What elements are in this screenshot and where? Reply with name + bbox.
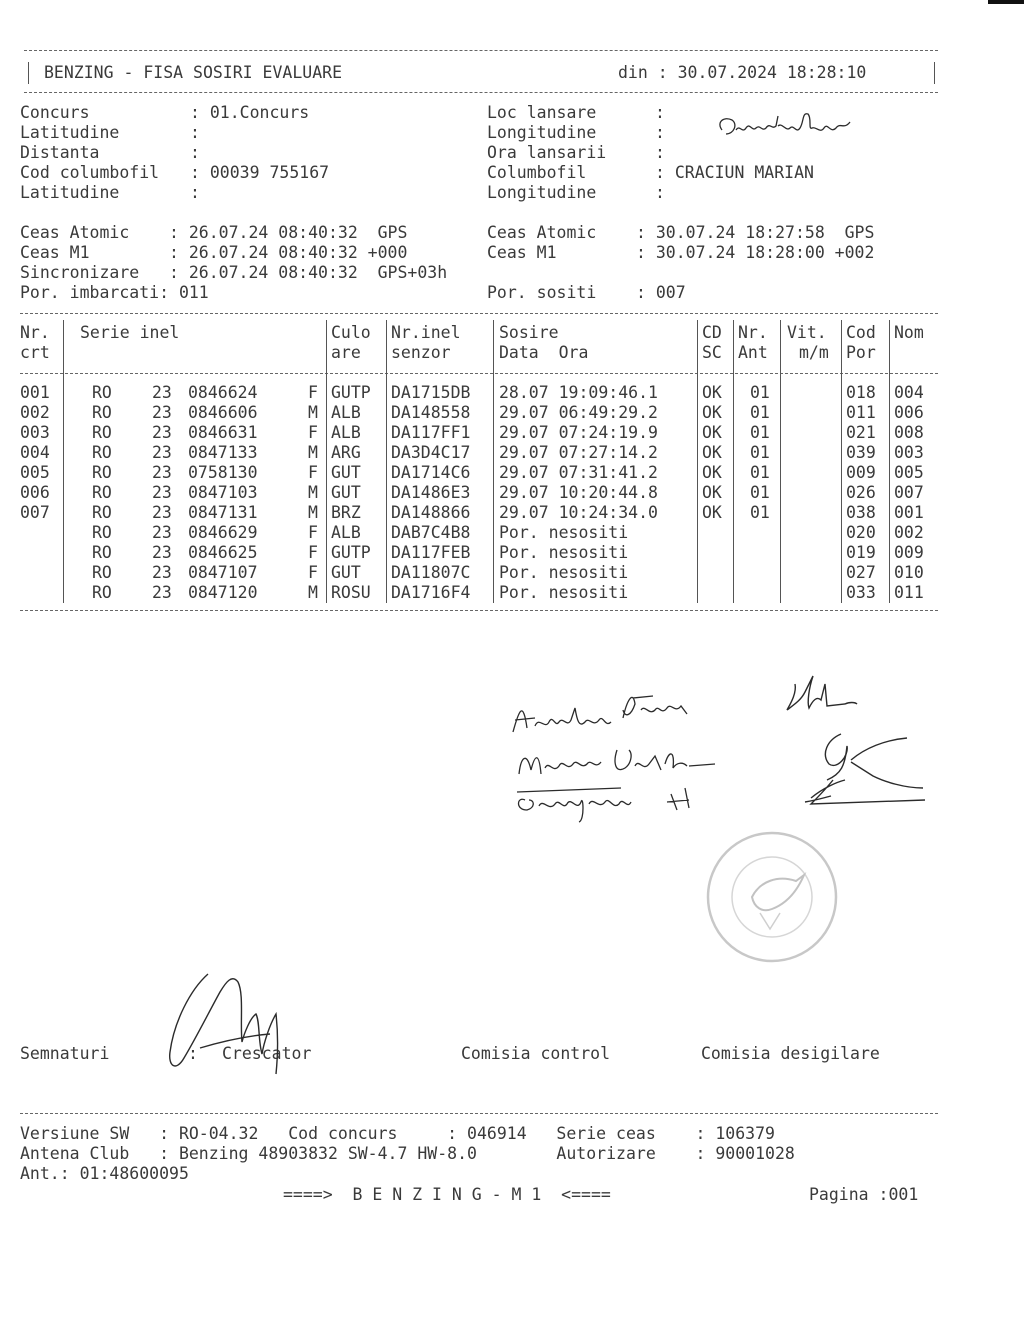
ora-lansarii-label: Ora lansarii	[487, 143, 607, 162]
header-nr-ant: Nr.	[738, 323, 768, 342]
distanta-label: Distanta	[20, 143, 100, 162]
row-year: 23	[152, 423, 172, 442]
clock-line-1-right: Ceas Atomic : 30.07.24 18:27:58 GPS	[487, 223, 875, 242]
row-nom: 011	[894, 583, 924, 602]
longitudine-label: Longitudine	[487, 123, 597, 142]
row-sosire: 29.07 07:31:41.2	[499, 463, 658, 482]
row-ring: 0846606	[188, 403, 258, 422]
concurs-value: : 01.Concurs	[190, 103, 310, 122]
row-sex: F	[308, 463, 318, 482]
footer-line-2: Antena Club : Benzing 48903832 SW-4.7 HW-8.0 Autorizare : 90001028	[20, 1144, 795, 1163]
header-senzor: senzor	[391, 343, 451, 362]
clock-line-2-left: Ceas M1 : 26.07.24 08:40:32 +000	[20, 243, 408, 262]
row-senzor: DA117FEB	[391, 543, 471, 562]
header-culo: Culo	[331, 323, 371, 342]
header-crt: crt	[20, 343, 50, 362]
row-color: GUT	[331, 463, 361, 482]
row-sosire: 28.07 19:09:46.1	[499, 383, 658, 402]
clock-line-4-left: Por. imbarcati: 011	[20, 283, 209, 302]
clock-line-2-right: Ceas M1 : 30.07.24 18:28:00 +002	[487, 243, 875, 262]
row-sex: F	[308, 543, 318, 562]
row-country: RO	[92, 563, 112, 582]
cod-columbofil-value: : 00039 755167	[190, 163, 330, 182]
title-top-border	[24, 50, 938, 51]
clock-line-3-left: Sincronizare : 26.07.24 08:40:32 GPS+03h	[20, 263, 448, 282]
scan-corner-mark	[988, 0, 1024, 4]
header-cd: CD	[702, 323, 722, 342]
row-year: 23	[152, 523, 172, 542]
row-color: BRZ	[331, 503, 361, 522]
report-datetime: din : 30.07.2024 18:28:10	[618, 63, 867, 82]
row-ring: 0758130	[188, 463, 258, 482]
row-ring: 0846631	[188, 423, 258, 442]
club-stamp	[700, 825, 850, 970]
row-nom: 005	[894, 463, 924, 482]
footer-divider	[20, 1113, 938, 1114]
title-right-border	[934, 62, 935, 84]
row-nom: 004	[894, 383, 924, 402]
row-sex: M	[308, 483, 318, 502]
row-nr-ant: 01	[750, 403, 770, 422]
longitudine2-label: Longitudine	[487, 183, 597, 202]
row-year: 23	[152, 503, 172, 522]
concurs-label: Concurs	[20, 103, 90, 122]
row-sosire: Por. nesositi	[499, 543, 629, 562]
row-cod-por: 039	[846, 443, 876, 462]
row-sosire: Por. nesositi	[499, 523, 629, 542]
row-year: 23	[152, 403, 172, 422]
row-color: GUT	[331, 563, 361, 582]
row-ring: 0847103	[188, 483, 258, 502]
col-divider	[889, 320, 890, 603]
row-senzor: DA1716F4	[391, 583, 471, 602]
row-nr: 006	[20, 483, 50, 502]
row-country: RO	[92, 483, 112, 502]
row-sosire: 29.07 07:24:19.9	[499, 423, 658, 442]
row-country: RO	[92, 403, 112, 422]
row-cd-sc: OK	[702, 403, 722, 422]
row-senzor: DA148558	[391, 403, 471, 422]
row-year: 23	[152, 583, 172, 602]
report-title: BENZING - FISA SOSIRI EVALUARE	[44, 63, 343, 82]
row-sex: M	[308, 443, 318, 462]
header-sosire: Sosire	[499, 323, 559, 342]
row-sosire: 29.07 06:49:29.2	[499, 403, 658, 422]
row-nom: 001	[894, 503, 924, 522]
row-nr-ant: 01	[750, 463, 770, 482]
row-nr-ant: 01	[750, 483, 770, 502]
header-are: are	[331, 343, 361, 362]
row-cod-por: 021	[846, 423, 876, 442]
row-year: 23	[152, 563, 172, 582]
row-senzor: DAB7C4B8	[391, 523, 471, 542]
footer-line-1: Versiune SW : RO-04.32 Cod concurs : 046914 Serie ceas : 106379	[20, 1124, 775, 1143]
cod-columbofil-label: Cod columbofil	[20, 163, 160, 182]
row-cod-por: 033	[846, 583, 876, 602]
row-year: 23	[152, 463, 172, 482]
title-left-border	[28, 62, 29, 84]
header-serie-inel: Serie inel	[80, 323, 180, 342]
row-cd-sc: OK	[702, 423, 722, 442]
row-cod-por: 018	[846, 383, 876, 402]
row-color: GUTP	[331, 383, 371, 402]
col-divider	[841, 320, 842, 603]
semnaturi-colon: :	[188, 1044, 198, 1063]
row-sex: F	[308, 383, 318, 402]
row-year: 23	[152, 543, 172, 562]
header-data-ora: Data Ora	[499, 343, 589, 362]
row-nr-ant: 01	[750, 383, 770, 402]
longitudine2-value: :	[655, 183, 665, 202]
row-ring: 0847133	[188, 443, 258, 462]
header-nr: Nr.	[20, 323, 50, 342]
header-sc: SC	[702, 343, 722, 362]
row-senzor: DA148866	[391, 503, 471, 522]
row-nr: 001	[20, 383, 50, 402]
semnaturi-label: Semnaturi	[20, 1044, 110, 1063]
table-header-border	[20, 373, 938, 374]
row-color: ALB	[331, 523, 361, 542]
row-nom: 010	[894, 563, 924, 582]
loc-lansare-label: Loc lansare	[487, 103, 597, 122]
row-color: ROSU	[331, 583, 371, 602]
header-nom: Nom	[894, 323, 924, 342]
row-nr: 003	[20, 423, 50, 442]
row-nom: 007	[894, 483, 924, 502]
row-year: 23	[152, 383, 172, 402]
row-sex: F	[308, 523, 318, 542]
row-color: ARG	[331, 443, 361, 462]
row-nr: 005	[20, 463, 50, 482]
row-nr: 004	[20, 443, 50, 462]
row-country: RO	[92, 523, 112, 542]
header-vit: Vit.	[787, 323, 827, 342]
col-divider	[326, 320, 327, 603]
table-bottom-border	[20, 610, 938, 611]
handwritten-committee-names	[505, 670, 935, 840]
row-cod-por: 026	[846, 483, 876, 502]
header-mm: m/m	[799, 343, 829, 362]
row-country: RO	[92, 463, 112, 482]
row-ring: 0846629	[188, 523, 258, 542]
row-cod-por: 009	[846, 463, 876, 482]
ora-lansarii-value: :	[655, 143, 665, 162]
row-cd-sc: OK	[702, 483, 722, 502]
columbofil-label: Columbofil	[487, 163, 587, 182]
latitudine-label: Latitudine	[20, 123, 120, 142]
row-sex: M	[308, 503, 318, 522]
row-cod-por: 027	[846, 563, 876, 582]
footer-brand: ====> B E N Z I N G - M 1 <====	[283, 1185, 611, 1204]
col-divider	[697, 320, 698, 603]
row-sosire: Por. nesositi	[499, 583, 629, 602]
row-nom: 003	[894, 443, 924, 462]
row-year: 23	[152, 483, 172, 502]
row-cd-sc: OK	[702, 443, 722, 462]
row-nom: 002	[894, 523, 924, 542]
row-nr: 002	[20, 403, 50, 422]
comisia-desigilare-label: Comisia desigilare	[701, 1044, 880, 1063]
row-cod-por: 019	[846, 543, 876, 562]
row-country: RO	[92, 443, 112, 462]
row-sex: M	[308, 583, 318, 602]
title-bottom-border	[24, 92, 938, 93]
handwritten-place-name	[712, 108, 862, 148]
footer-page-number: Pagina :001	[809, 1185, 919, 1204]
row-sosire: 29.07 07:27:14.2	[499, 443, 658, 462]
row-senzor: DA117FF1	[391, 423, 471, 442]
header-por: Por	[846, 343, 876, 362]
row-nom: 008	[894, 423, 924, 442]
crescator-label: Crescator	[222, 1044, 312, 1063]
col-divider	[733, 320, 734, 603]
row-nr-ant: 01	[750, 443, 770, 462]
row-year: 23	[152, 443, 172, 462]
row-nr-ant: 01	[750, 503, 770, 522]
comisia-control-label: Comisia control	[461, 1044, 611, 1063]
row-color: GUT	[331, 483, 361, 502]
row-country: RO	[92, 583, 112, 602]
row-senzor: DA11807C	[391, 563, 471, 582]
row-nom: 006	[894, 403, 924, 422]
row-ring: 0847131	[188, 503, 258, 522]
header-ant: Ant	[738, 343, 768, 362]
row-nom: 009	[894, 543, 924, 562]
breeder-signature	[160, 962, 300, 1082]
row-cod-por: 038	[846, 503, 876, 522]
row-color: GUTP	[331, 543, 371, 562]
row-senzor: DA3D4C17	[391, 443, 471, 462]
row-nr-ant: 01	[750, 423, 770, 442]
header-nr-inel: Nr.inel	[391, 323, 461, 342]
row-sex: M	[308, 403, 318, 422]
row-sosire: 29.07 10:24:34.0	[499, 503, 658, 522]
columbofil-value: : CRACIUN MARIAN	[655, 163, 814, 182]
row-cod-por: 020	[846, 523, 876, 542]
clock-line-4-right: Por. sositi : 007	[487, 283, 686, 302]
longitudine-value: :	[655, 123, 665, 142]
col-divider	[493, 320, 494, 603]
latitudine2-value: :	[190, 183, 200, 202]
row-senzor: DA1715DB	[391, 383, 471, 402]
row-ring: 0846625	[188, 543, 258, 562]
row-ring: 0846624	[188, 383, 258, 402]
loc-lansare-value: :	[655, 103, 665, 122]
latitudine-value: :	[190, 123, 200, 142]
row-country: RO	[92, 423, 112, 442]
header-cod: Cod	[846, 323, 876, 342]
distanta-value: :	[190, 143, 200, 162]
row-cd-sc: OK	[702, 503, 722, 522]
row-country: RO	[92, 503, 112, 522]
row-cd-sc: OK	[702, 463, 722, 482]
row-sex: F	[308, 563, 318, 582]
col-divider	[386, 320, 387, 603]
row-color: ALB	[331, 423, 361, 442]
row-country: RO	[92, 383, 112, 402]
row-ring: 0847120	[188, 583, 258, 602]
latitudine2-label: Latitudine	[20, 183, 120, 202]
clock-line-1-left: Ceas Atomic : 26.07.24 08:40:32 GPS	[20, 223, 408, 242]
row-senzor: DA1714C6	[391, 463, 471, 482]
row-cod-por: 011	[846, 403, 876, 422]
col-divider	[780, 320, 781, 603]
col-divider	[63, 320, 64, 603]
row-country: RO	[92, 543, 112, 562]
row-senzor: DA1486E3	[391, 483, 471, 502]
row-sosire: 29.07 10:20:44.8	[499, 483, 658, 502]
row-sosire: Por. nesositi	[499, 563, 629, 582]
row-cd-sc: OK	[702, 383, 722, 402]
row-ring: 0847107	[188, 563, 258, 582]
row-sex: F	[308, 423, 318, 442]
table-top-border	[20, 313, 938, 314]
row-nr: 007	[20, 503, 50, 522]
row-color: ALB	[331, 403, 361, 422]
footer-line-3: Ant.: 01:48600095	[20, 1164, 189, 1183]
